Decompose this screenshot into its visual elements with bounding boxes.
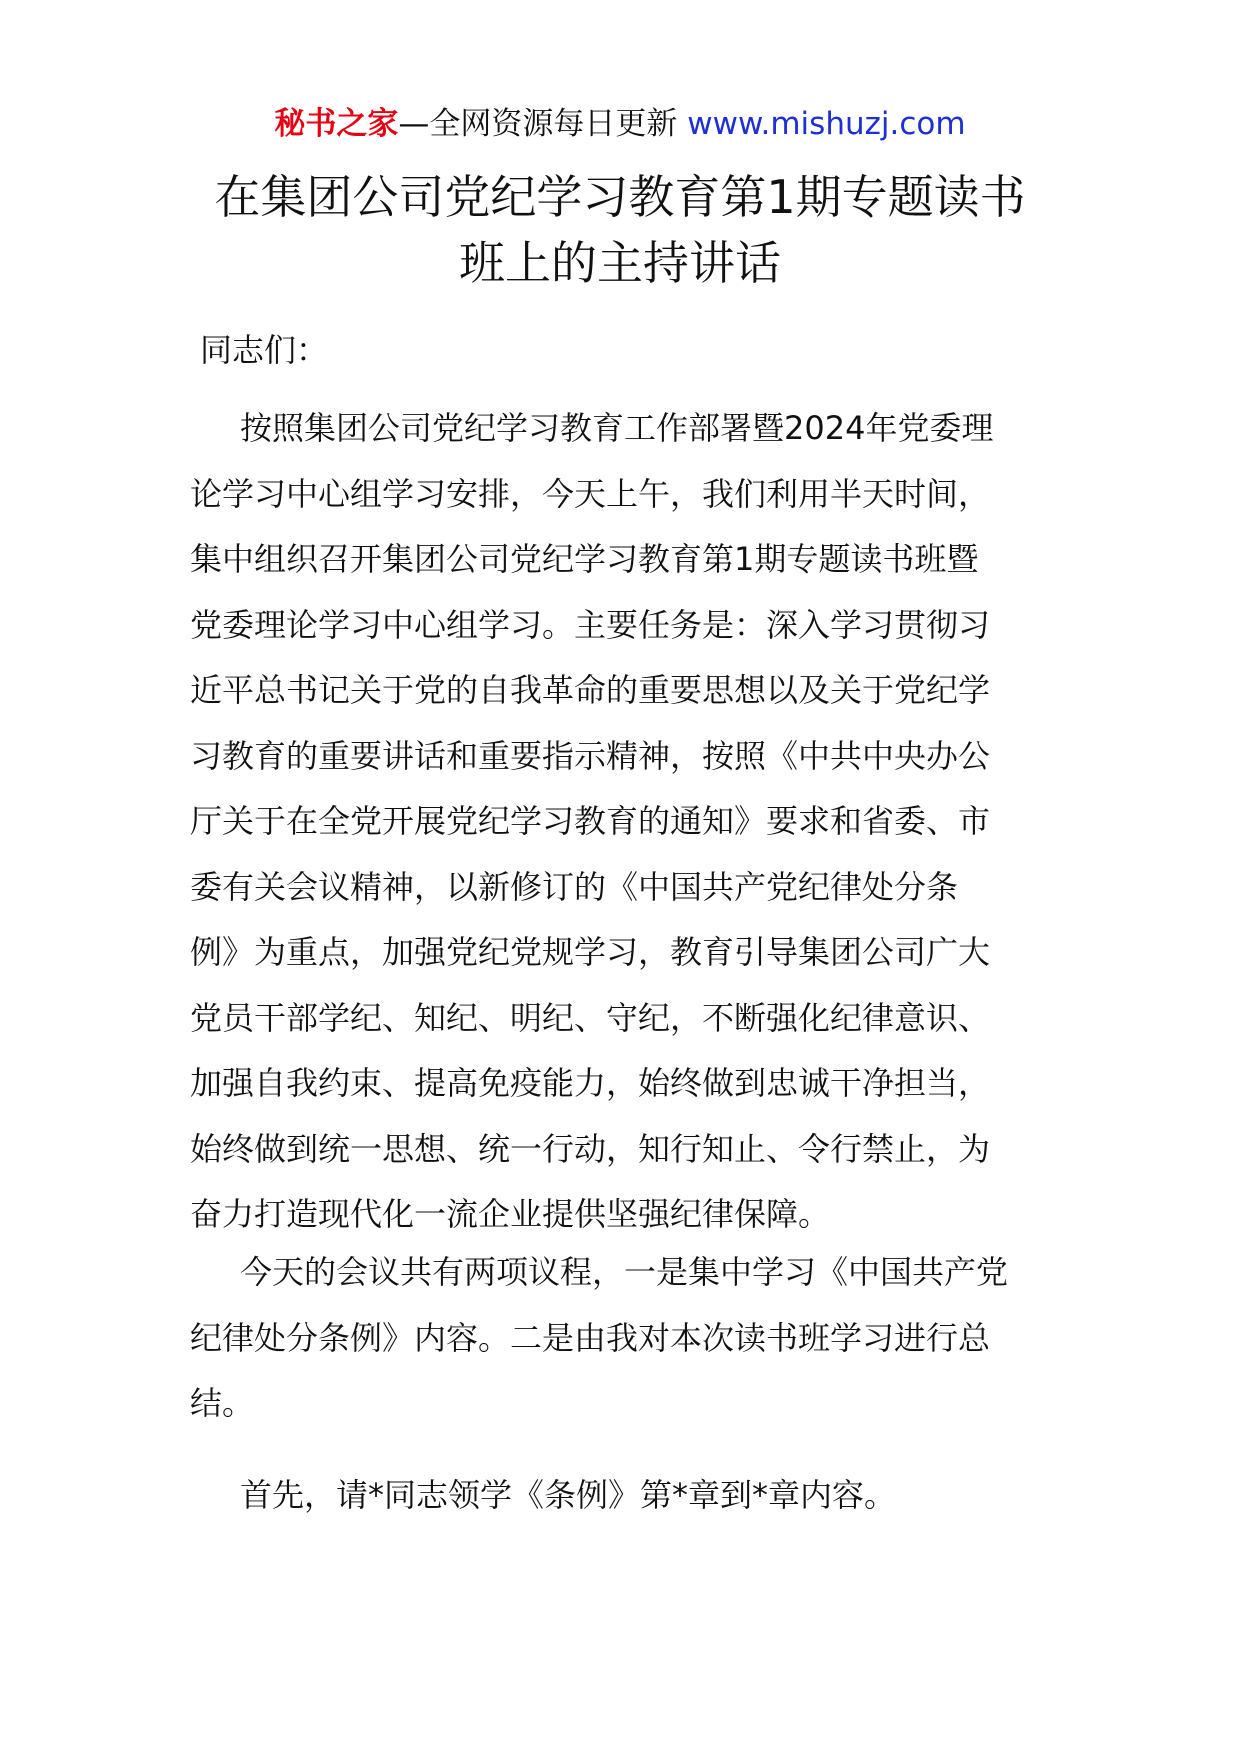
paragraph-line: 党委理论学习中心组学习。主要任务是：深入学习贯彻习 <box>190 605 991 644</box>
banner-slogan: —全网资源每日更新 <box>398 106 678 142</box>
paragraph-line: 纪律处分条例》内容。二是由我对本次读书班学习进行总 <box>190 1318 991 1357</box>
paragraph-line: 例》为重点，加强党纪党规学习，教育引导集团公司广大 <box>190 933 991 971</box>
paragraph-line: 加强自我约束、提高免疫能力，始终做到忠诚干净担当， <box>190 1064 991 1102</box>
paragraph-line: 委有关会议精神，以新修订的《中国共产党纪律处分条 <box>190 867 959 906</box>
paragraph-line: 按照集团公司党纪学习教育工作部署暨2024年党委理 <box>240 409 994 447</box>
title-line-1: 在集团公司党纪学习教育第1期专题读书 <box>214 170 1026 224</box>
document-title <box>140 164 1100 296</box>
paragraph-line: 结。 <box>190 1384 255 1422</box>
paragraph-line: 党员干部学纪、知纪、明纪、守纪，不断强化纪律意识、 <box>190 998 991 1037</box>
paragraph-line: 始终做到统一思想、统一行动，知行知止、令行禁止，为 <box>190 1129 991 1168</box>
brand-name: 秘书之家 <box>274 106 399 142</box>
salutation: 同志们： <box>200 331 329 369</box>
paragraph-line: 集中组织召开集团公司党纪学习教育第1期专题读书班暨 <box>190 540 979 578</box>
paragraph-line: 奋力打造现代化一流企业提供坚强纪律保障。 <box>190 1195 831 1233</box>
paragraph-line: 今天的会议共有两项议程，一是集中学习《中国共产党 <box>240 1253 1009 1291</box>
paragraph-line: 首先，请*同志领学《条例》第*章到*章内容。 <box>240 1476 897 1514</box>
title-line-2: 班上的主持讲话 <box>459 236 781 290</box>
header-banner <box>0 104 1240 144</box>
paragraph-line: 厅关于在全党开展党纪学习教育的通知》要求和省委、市 <box>190 802 991 840</box>
website-link[interactable]: www.mishuzj.com <box>687 106 966 142</box>
paragraph-line: 习教育的重要讲话和重要指示精神，按照《中共中央办公 <box>190 736 991 775</box>
paragraph-1 <box>190 396 1060 1248</box>
paragraph-line: 论学习中心组学习安排，今天上午，我们利用半天时间， <box>190 474 991 513</box>
paragraph-2 <box>190 1240 1060 1437</box>
paragraph-line: 近平总书记关于党的自我革命的重要思想以及关于党纪学 <box>190 671 991 709</box>
paragraph-3 <box>190 1463 1060 1529</box>
